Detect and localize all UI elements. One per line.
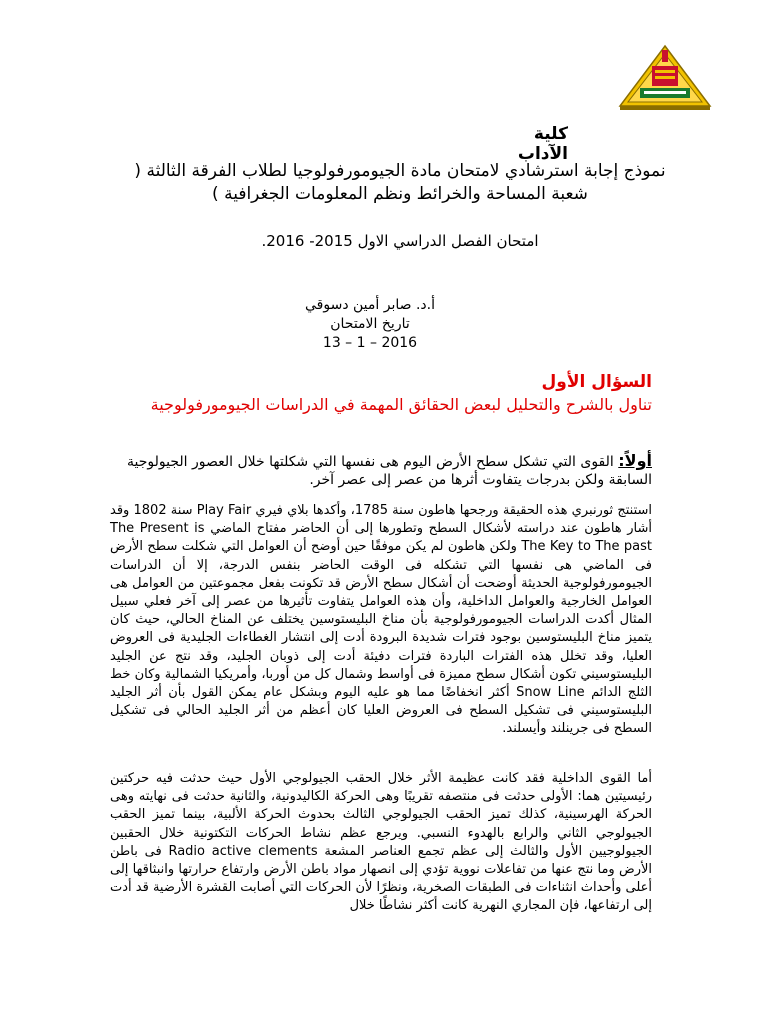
author-block	[170, 296, 570, 353]
question-heading: السؤال الأول	[541, 372, 652, 392]
university-logo	[618, 44, 712, 114]
exam-term: امتحان الفصل الدراسي الاول 2015- 2016.	[261, 232, 539, 250]
faculty-name: كلية الآداب	[517, 124, 568, 164]
first-point-text: القوى التي تشكل سطح الأرض اليوم هى نفسها التي شكلتها خلال العصور الجيولوجية السابقة ولكن بدرجات يتفاوت أثرها من عصر إلى عصر آخر.	[127, 454, 652, 488]
author-name: أ.د. صابر أمين دسوقي	[305, 297, 435, 313]
exam-date-label: تاريخ الامتحان	[330, 316, 410, 332]
university-seal-icon	[618, 44, 712, 114]
exam-date: 13 – 1 – 2016	[322, 335, 418, 351]
question-text: تناول بالشرح والتحليل لبعض الحقائق المهمة في الدراسات الجيومورفولوجية	[150, 395, 652, 414]
paragraph-2: أما القوى الداخلية فقد كانت عظيمة الأثر خلال الحقب الجيولوجي الأول حيث حدثت فيه حركتين رئيسيتين هما: الأولى حدثت فى منتصفه تقريبًا وهى الحركة الكاليدونية، والثانية حدثت فى نهايته وهى الحركة الهرسينية، كذلك تميز الحقب الجيولوجي الثالث بحدوث الحركة الألبية، بينما تميز الحقب الجيولوجي الثاني والرابع بالهدوء النسبي. ويرجع عظم نشاط الحركات التكتونية خلال الحقبين الجيولوجيين الأول والثالث إلى عظم تجمع العناصر المشعة Radio active clements فى باطن الأرض وما نتج عنها من تفاعلات نووية تؤدي إلى انصهار مواد باطن الأرض وارتفاع حرارتها وانبثاقها إلى أعلى وأحداث انثناءات فى الطبقات الصخرية، ونظرًا لأن الحركات التي أصابت القشرة الأرضية قد أدت إلى ارتفاعها، فإن المجاري النهرية كانت أكثر نشاطًا خلال	[110, 771, 652, 914]
first-point	[110, 452, 652, 489]
paragraph-1: استنتج ثورنبري هذه الحقيقة ورجحها هاطون سنة 1785، وأكدها بلاي فيري Play Fair سنة 1802 وقد أشار هاطون عند دراسته لأشكال السطح وتطورها إلى أن الحاضر مفتاح الماضي The Present is The Key to The past ولكن هاطون لم يكن موفقًا حين أوضح أن العوامل التي شكلت سطح الأرض فى الماضي هى نفسها التي تشكله فى الوقت الحاضر بنفس الدرجة، إلا أن الدراسات الجيومورفولوجية الحديثة أوضحت أن أشكال سطح الأرض قد تكونت بفعل مجموعتين من العوامل هى العوامل الخارجية والعوامل الداخلية، وأن هذه العوامل يتفاوت تأثيرها من عصر إلى آخر فعلي سبيل المثال أكدت الدراسات الجيومورفولوجية بأن مناخ البليستوسين يختلف عن المناخ الحالي، حيث كان يتميز مناخ البليستوسين بوجود فترات شديدة البرودة أدت إلى انتشار الغطاءات الجليدية فى العروض العليا، وقد تخلل هذه الفترات الباردة فترات دفيئة أدت إلى ذوبان الجليد، وقد نتج عن الجليد البليستوسيني تكون أشكال سطح مميزة فى أواسط وشمال كل من أوربا، وأمريكيا الشمالية وكان خط الثلج الدائم Snow Line أكثر انخفاضًا مما هو عليه اليوم وبشكل عام يمكن القول بأن أثر الجليد البليستوسيني فى تشكيل السطح فى العروض العليا كان أعظم من أثر الجليد الحالي فى تشكيل السطح فى جرينلند وأيسلند.	[110, 503, 653, 737]
first-point-label: أولاً:	[618, 451, 652, 470]
document-title: نموذج إجابة استرشادي لامتحان مادة الجيومورفولوجيا لطلاب الفرقة الثالثة ( شعبة المساحة والخرائط ونظم المعلومات الجغرافية )	[134, 161, 666, 204]
